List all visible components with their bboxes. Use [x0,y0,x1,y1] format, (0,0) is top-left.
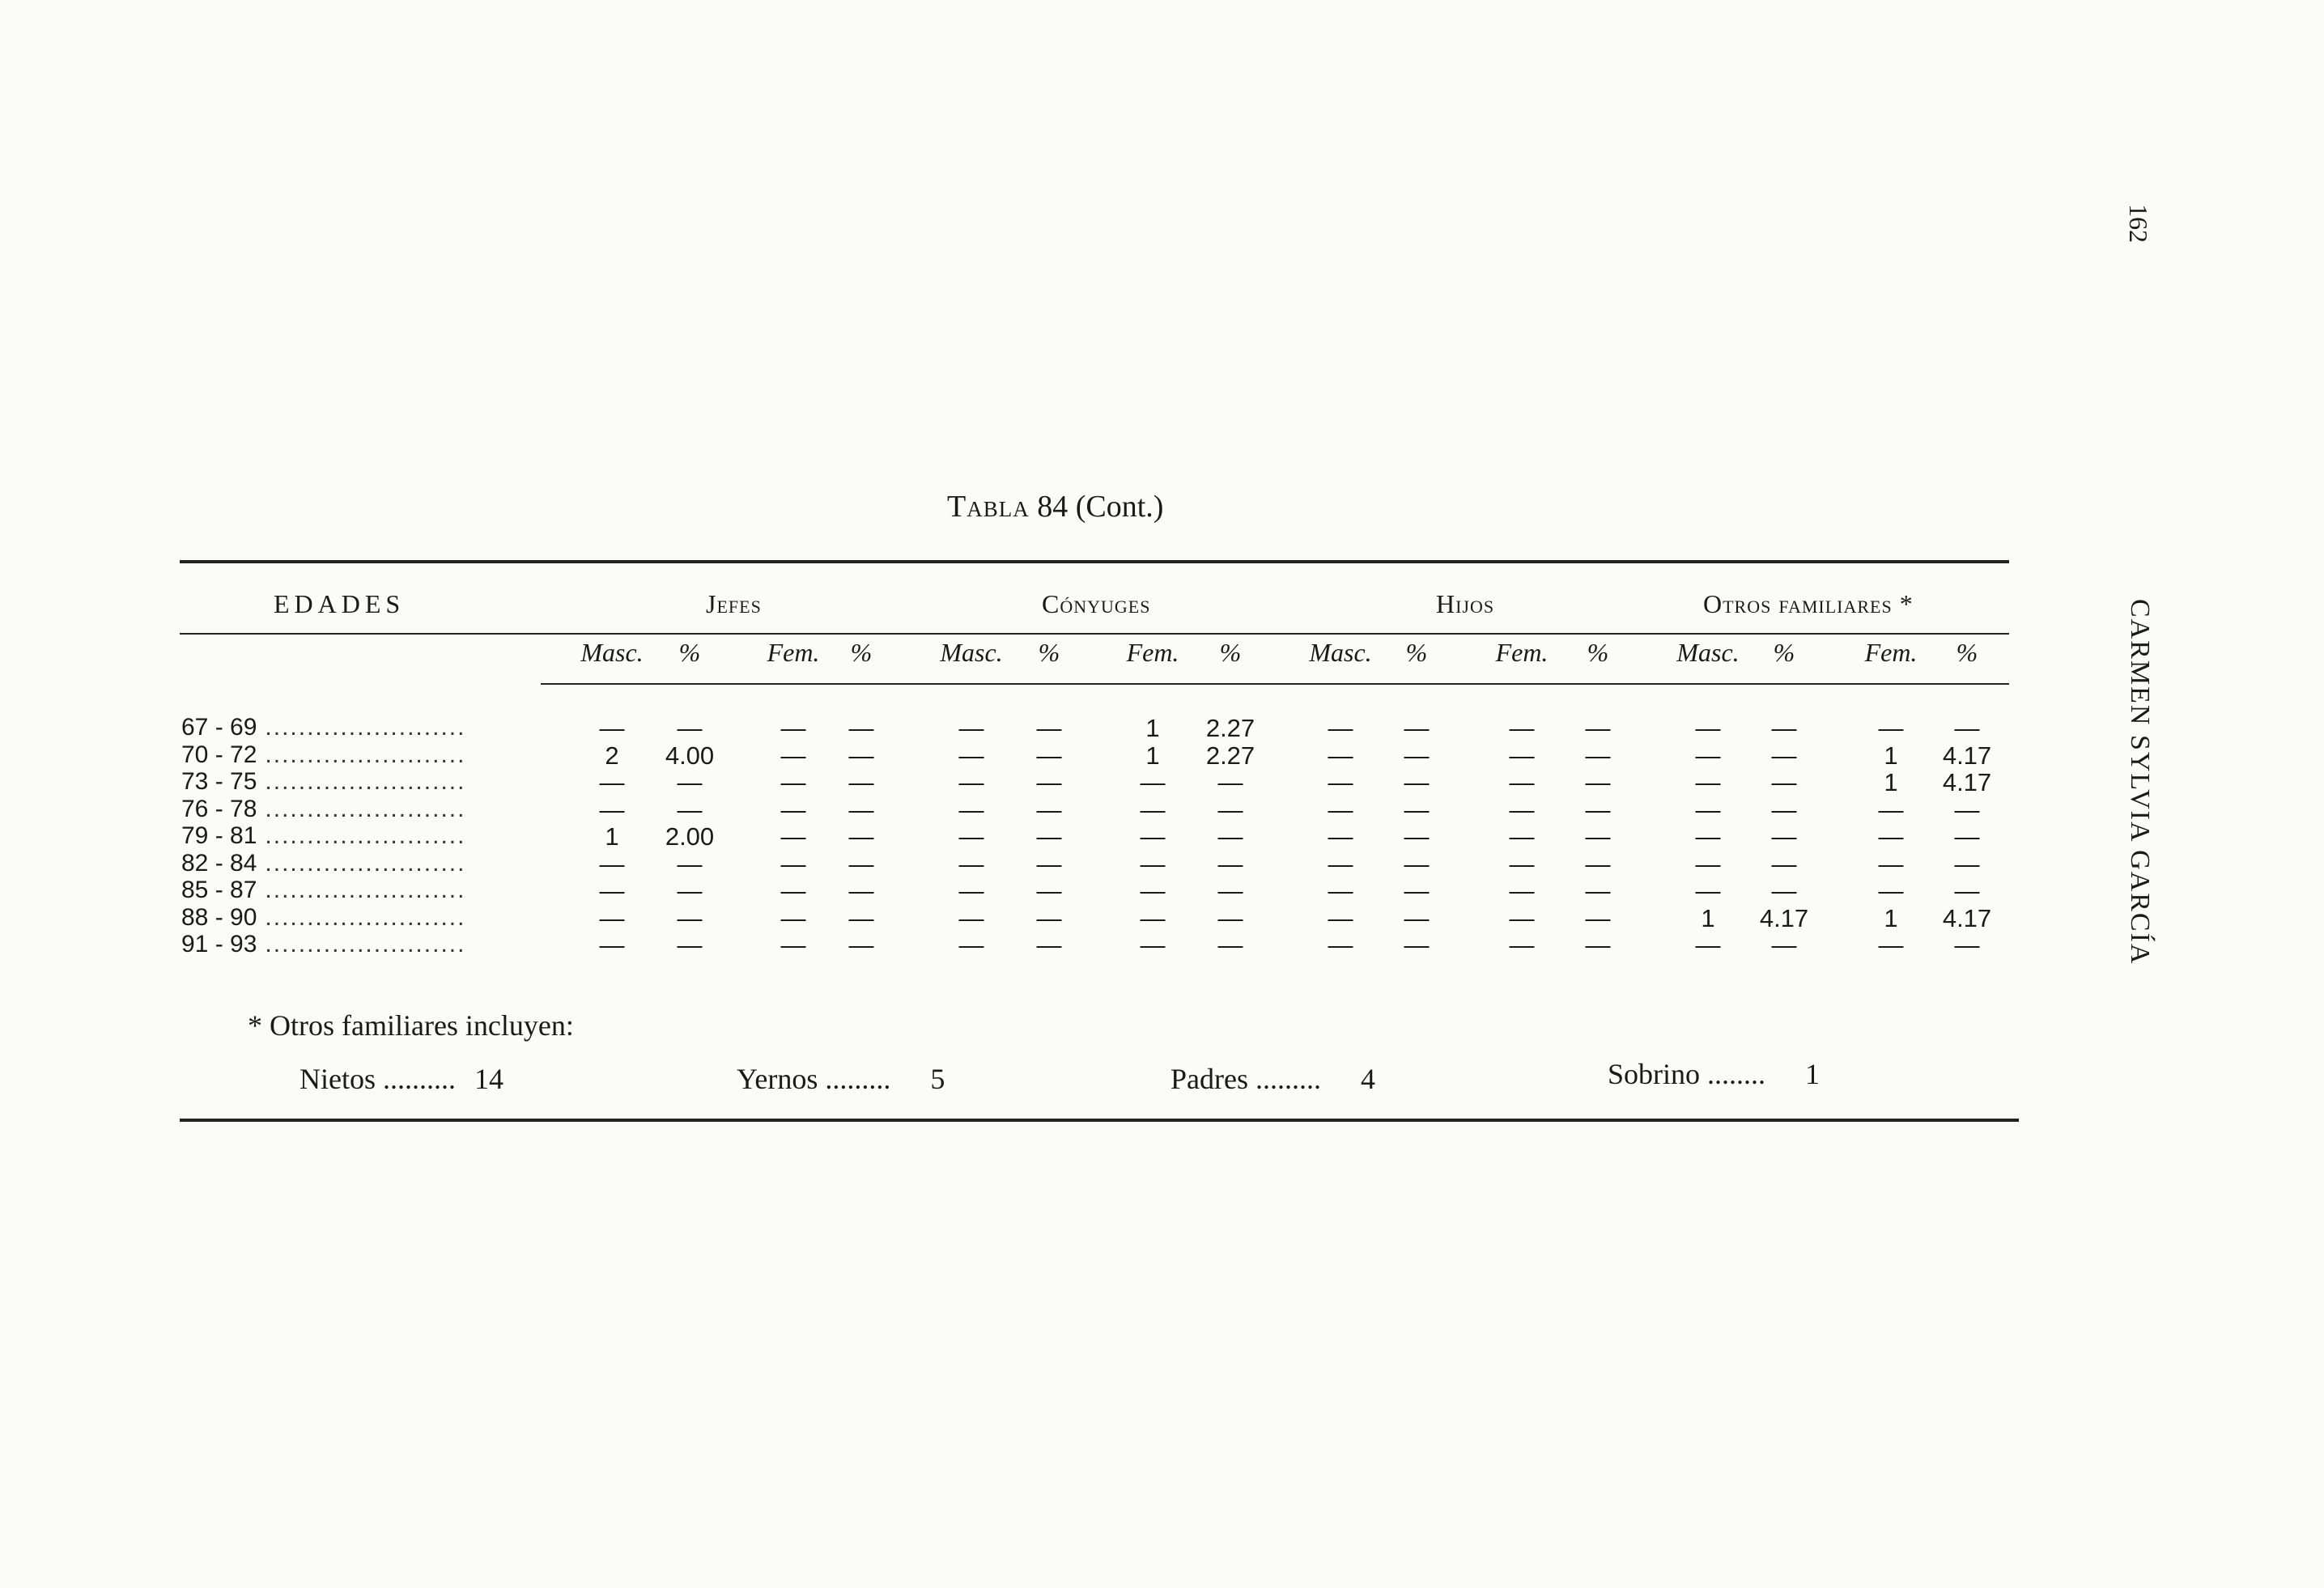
table-cell: — [1140,849,1166,878]
table-cell: 1 [1701,903,1715,932]
bottom-rule [180,1119,2019,1122]
subheader: % [1773,638,1795,667]
table-cell: — [780,849,806,878]
table-cell: — [1404,903,1430,932]
table-cell: — [599,903,625,932]
table-cell: — [1695,768,1721,796]
table-cell: — [1695,741,1721,770]
footnote-item-dots: .......... [383,1063,456,1095]
footnote-item-value: 5 [930,1063,945,1095]
row-label [181,904,465,932]
footnote-item [300,1062,503,1096]
table-cell: — [1585,741,1611,770]
table-cell: — [1954,714,1980,742]
table-cell: — [1509,903,1535,932]
table-cell: — [1878,714,1904,742]
row-label [181,822,465,850]
row-label [181,931,465,958]
table-cell: — [1509,768,1535,796]
table-cell: — [1878,849,1904,878]
table-cell: 2.27 [1205,741,1255,770]
table-cell: — [1954,877,1980,905]
row-label-dots: ........................ [265,877,466,903]
table-cell: — [1878,795,1904,824]
row-label-age: 79 - 81 [181,822,257,849]
row-label [181,741,465,769]
table-cell: — [1404,931,1430,959]
table-cell: — [1140,768,1166,796]
table-cell: — [1509,714,1535,742]
table-cell: — [677,877,703,905]
table-cell: — [1695,931,1721,959]
table-cell: 4.00 [665,741,715,770]
table-cell: — [1217,877,1243,905]
table-cell: — [1217,903,1243,932]
table-title-prefix: Tabla [947,490,1030,524]
table-cell: — [1328,877,1353,905]
table-cell: — [848,795,874,824]
row-label [181,850,465,877]
table-cell: — [1036,714,1062,742]
table-cell: 4.17 [1942,741,1992,770]
row-label [181,877,465,904]
row-label-dots: ........................ [265,849,466,877]
table-cell: — [958,795,984,824]
footnote-item-dots: ......... [825,1063,891,1095]
row-label-age: 88 - 90 [181,903,257,931]
table-cell: — [780,795,806,824]
table-cell: — [1036,741,1062,770]
group-rule [541,683,2009,685]
table-cell: — [677,768,703,796]
row-label-age: 91 - 93 [181,931,257,957]
row-label-dots: ........................ [265,795,466,822]
table-cell: — [848,822,874,851]
row-label [181,714,465,741]
table-cell: — [1404,714,1430,742]
table-cell: — [1585,903,1611,932]
table-cell: — [1771,768,1797,796]
table-cell: — [1404,795,1430,824]
table-cell: — [958,741,984,770]
table-cell: — [599,714,625,742]
subheader: % [1956,638,1978,667]
row-label-age: 67 - 69 [181,714,257,741]
table-cell: — [958,768,984,796]
table-cell: — [1771,877,1797,905]
table-cell: — [1771,795,1797,824]
table-cell: — [1036,931,1062,959]
table-cell: 4.17 [1759,903,1809,932]
table-cell: — [677,714,703,742]
table-cell: — [1954,795,1980,824]
table-cell: — [780,877,806,905]
subheader: Fem. [1864,638,1918,667]
table-cell: — [1140,822,1166,851]
table-cell: — [1140,903,1166,932]
table-cell: — [677,849,703,878]
top-rule [180,560,2009,563]
table-cell: — [958,903,984,932]
table-cell: — [1585,849,1611,878]
row-label-dots: ........................ [265,822,466,849]
table-cell: — [958,822,984,851]
subheader: % [678,638,701,667]
footnote-item [1608,1057,1820,1091]
table-cell: — [1585,877,1611,905]
table-cell: — [1217,931,1243,959]
table-title [947,489,1163,524]
table-cell: — [848,903,874,932]
table-cell: — [848,768,874,796]
row-label-age: 82 - 84 [181,849,257,877]
table-cell: 1 [1884,768,1898,796]
footnote-item-label: Sobrino [1608,1058,1701,1090]
footnote-item-label: Padres [1170,1063,1248,1095]
row-label-age: 76 - 78 [181,795,257,822]
row-label-age: 73 - 75 [181,768,257,795]
footnote-item [737,1062,945,1096]
table-cell: — [780,768,806,796]
table-cell: — [1217,768,1243,796]
table-cell: — [1878,877,1904,905]
subheader: % [1587,638,1609,667]
table-cell: — [677,903,703,932]
table-cell: — [1328,714,1353,742]
table-cell: 4.17 [1942,768,1992,796]
table-cell: — [1771,714,1797,742]
row-label-dots: ........................ [265,931,466,957]
table-cell: — [1036,822,1062,851]
footnote-item-label: Yernos [737,1063,818,1095]
table-cell: — [1585,931,1611,959]
row-label-dots: ........................ [265,903,466,931]
subheader: % [1219,638,1242,667]
running-head: CARMEN SYLVIA GARCÍA [2125,599,2155,966]
subheader: Fem. [1126,638,1179,667]
table-cell: 4.17 [1942,903,1992,932]
table-cell: — [1140,795,1166,824]
subheader: Masc. [1676,638,1740,667]
table-cell: — [599,768,625,796]
header-conyuges: Cónyuges [1042,589,1151,618]
table-cell: 2.00 [665,822,715,851]
table-cell: — [599,795,625,824]
table-cell: — [780,714,806,742]
subheader: Masc. [580,638,644,667]
row-label-age: 70 - 72 [181,741,257,768]
table-cell: — [1695,877,1721,905]
table-cell: — [780,822,806,851]
table-cell: — [1954,822,1980,851]
table-cell: — [1509,741,1535,770]
table-cell: — [599,931,625,959]
table-cell: — [1771,849,1797,878]
table-cell: — [1328,741,1353,770]
table-cell: — [1509,877,1535,905]
footnote-item-value: 1 [1805,1058,1821,1090]
table-cell: — [1328,849,1353,878]
table-cell: 1 [1884,903,1898,932]
table-cell: — [1036,903,1062,932]
row-label-dots: ........................ [265,714,466,741]
table-cell: — [780,741,806,770]
row-label-dots: ........................ [265,768,466,795]
table-cell: — [1328,931,1353,959]
table-cell: — [958,877,984,905]
table-cell: — [1695,822,1721,851]
subheader: % [1038,638,1060,667]
table-cell: — [1036,795,1062,824]
table-cell: — [1140,931,1166,959]
table-cell: — [1695,795,1721,824]
table-cell: — [1878,931,1904,959]
table-cell: — [1036,768,1062,796]
page-number: 162 [2124,204,2153,243]
subheader: Fem. [1495,638,1549,667]
table-cell: — [958,849,984,878]
table-cell: — [677,795,703,824]
table-cell: — [1404,741,1430,770]
footnote-item [1170,1062,1375,1096]
table-cell: — [1509,822,1535,851]
table-cell: — [780,903,806,932]
table-cell: — [1404,768,1430,796]
table-cell: 1 [1145,714,1160,742]
table-cell: 1 [605,822,619,851]
table-cell: — [848,714,874,742]
table-cell: — [1878,822,1904,851]
table-cell: — [1695,714,1721,742]
footnote-item-dots: ........ [1707,1058,1766,1090]
footnote-item-dots: ......... [1255,1063,1321,1095]
table-cell: — [1695,849,1721,878]
subheader: Masc. [1309,638,1372,667]
table-cell: — [1954,849,1980,878]
footnote-item-value: 4 [1360,1063,1375,1095]
table-cell: 1 [1145,741,1160,770]
row-label-age: 85 - 87 [181,877,257,903]
table-cell: — [848,877,874,905]
table-cell: — [848,741,874,770]
table-cell: — [1140,877,1166,905]
table-cell: — [1404,849,1430,878]
table-cell: — [1328,795,1353,824]
table-cell: 2 [605,741,619,770]
row-label [181,796,465,823]
table-cell: — [1217,822,1243,851]
table-cell: — [1328,768,1353,796]
table-cell: — [1954,931,1980,959]
table-cell: — [1771,822,1797,851]
table-cell: — [1036,877,1062,905]
subheader: Fem. [767,638,820,667]
footnote-item-value: 14 [474,1063,503,1095]
table-cell: — [677,931,703,959]
row-label-dots: ........................ [265,741,466,768]
table-cell: — [1328,903,1353,932]
table-cell: — [599,849,625,878]
table-cell: — [1404,822,1430,851]
subheader: % [1405,638,1428,667]
table-cell: — [1509,849,1535,878]
table-cell: — [1585,714,1611,742]
header-rule [180,633,2009,635]
table-cell: — [1771,931,1797,959]
table-cell: — [599,877,625,905]
table-cell: — [1036,849,1062,878]
table-cell: — [780,931,806,959]
header-otros-familiares: Otros familiares * [1703,589,1914,618]
table-cell: — [848,849,874,878]
subheader: % [850,638,873,667]
table-cell: — [1404,877,1430,905]
table-cell: — [1217,795,1243,824]
table-cell: — [1771,741,1797,770]
footnote-text: * Otros familiares incluyen: [248,1009,574,1042]
table-cell: 2.27 [1205,714,1255,742]
footnote-item-label: Nietos [300,1063,376,1095]
table-cell: 1 [1884,741,1898,770]
header-jefes: Jefes [706,589,762,618]
table-title-rest: 84 (Cont.) [1037,490,1164,524]
subheader: Masc. [940,638,1003,667]
table-cell: — [958,931,984,959]
header-hijos: Hijos [1436,589,1495,618]
header-edades: EDADES [274,589,406,618]
table-cell: — [1509,795,1535,824]
table-cell: — [1509,931,1535,959]
table-cell: — [1585,822,1611,851]
table-cell: — [1328,822,1353,851]
table-cell: — [1585,795,1611,824]
table-cell: — [848,931,874,959]
row-label [181,768,465,796]
table-cell: — [1585,768,1611,796]
table-cell: — [1217,849,1243,878]
table-cell: — [958,714,984,742]
